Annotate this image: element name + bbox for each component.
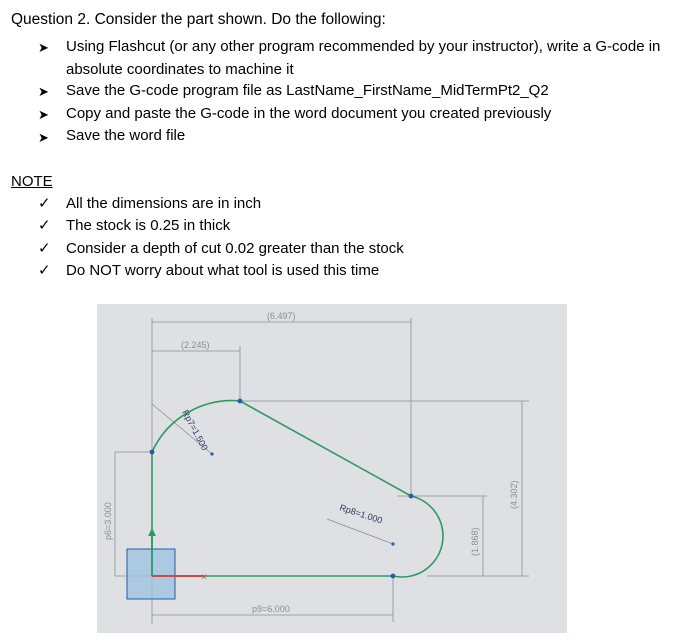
note-item-1: All the dimensions are in inch — [66, 195, 262, 212]
arrow-bullet-icon: ➤ — [38, 84, 49, 99]
part-drawing — [97, 304, 567, 633]
note-item-4: Do NOT worry about what tool is used this time — [66, 262, 380, 279]
note-item-2: The stock is 0.25 in thick — [66, 217, 231, 234]
dim-width-to-tangent: (2.245) — [181, 340, 210, 350]
check-icon: ✓ — [38, 239, 51, 257]
task-3: Copy and paste the G-code in the word document you created previously — [66, 105, 552, 122]
arrow-bullet-icon: ➤ — [38, 107, 49, 122]
question-title: Question 2. Consider the part shown. Do the following: — [11, 11, 386, 28]
check-icon: ✓ — [38, 261, 51, 279]
dim-right-radius: Rp8=1.000 — [338, 502, 384, 526]
task-1: Using Flashcut (or any other program recommended by your instructor), write a G-code in — [66, 38, 661, 55]
check-icon: ✓ — [38, 216, 51, 234]
dim-right-arc-height: (1.868) — [470, 527, 480, 556]
task-4: Save the word file — [66, 127, 186, 144]
task-1-cont: absolute coordinates to machine it — [66, 61, 294, 78]
dim-overall-width: (6.497) — [267, 311, 296, 321]
arrow-bullet-icon: ➤ — [38, 130, 49, 145]
task-2: Save the G-code program file as LastName_FirstName_MidTermPt2_Q2 — [66, 82, 549, 99]
dim-left-height: p6=3.000 — [103, 502, 113, 540]
csys-box — [127, 549, 175, 599]
dim-overall-height: (4.302) — [509, 480, 519, 509]
csys-x-icon: × — [201, 572, 207, 583]
note-item-3: Consider a depth of cut 0.02 greater than the stock — [66, 240, 404, 257]
dim-top-radius: Rp7=1.500 — [180, 408, 210, 453]
arrow-bullet-icon: ➤ — [38, 40, 49, 55]
check-icon: ✓ — [38, 194, 51, 212]
note-heading: NOTE — [11, 173, 53, 190]
dim-bottom-length: p9=6.000 — [252, 604, 290, 614]
